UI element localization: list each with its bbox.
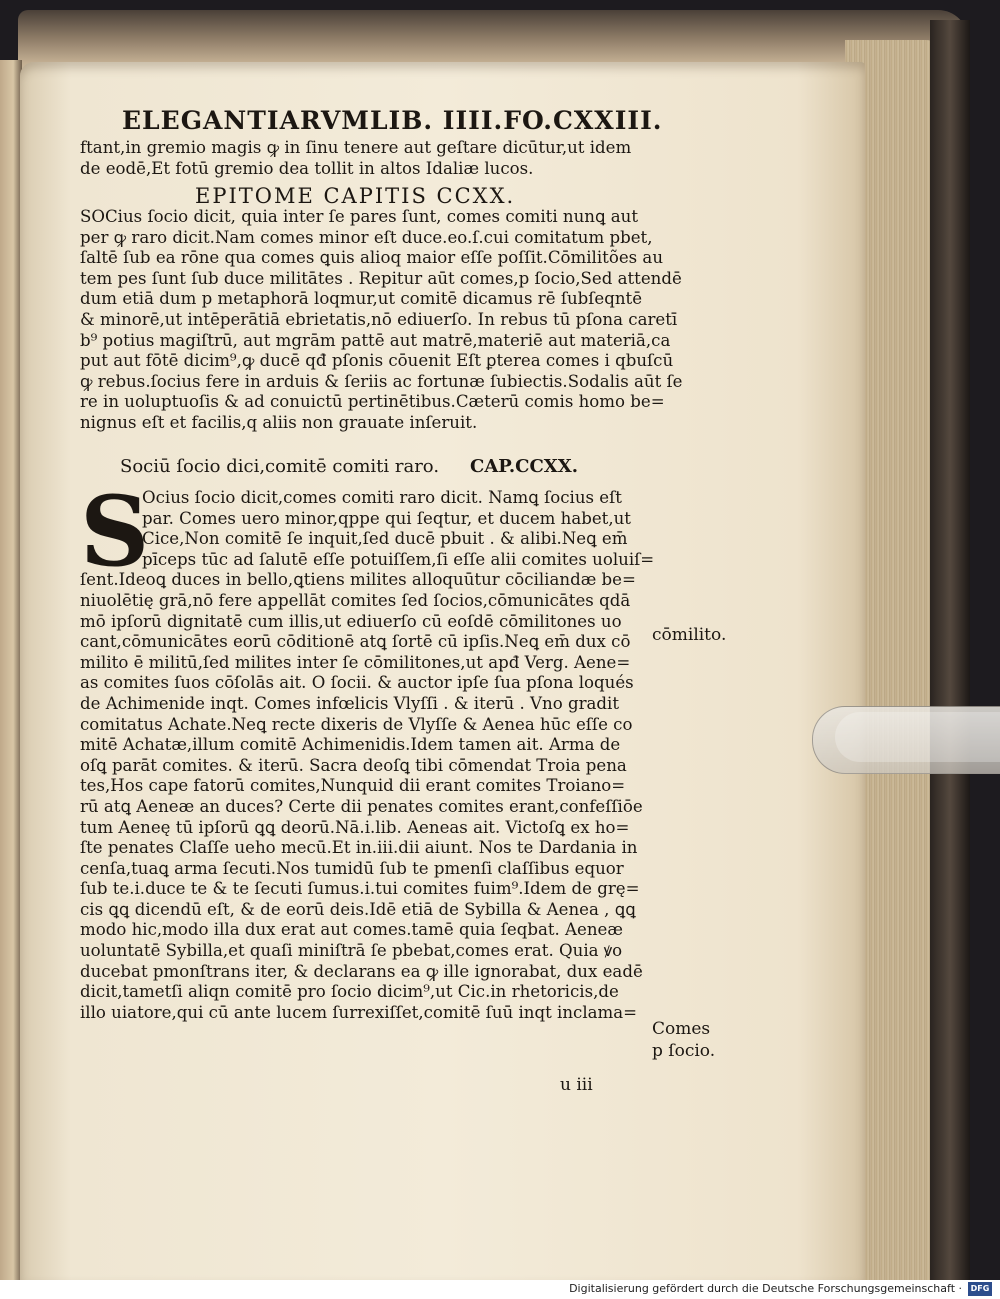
- chapter-title: Sociū ſocio dici,comitē comiti raro.: [120, 456, 440, 477]
- text-line: b⁹ potius magiſtrū, aut mgrām pattē aut matrē,materiē aut materiā,ca: [80, 330, 671, 350]
- text-line: milito ē militū,ſed milites inter ſe cōmilitones,ut apđ Verg. Aene=: [80, 652, 631, 672]
- top-lines: [80, 138, 631, 179]
- running-head-folio: FO.CXXIII.: [503, 106, 663, 135]
- margin-note-commilito: cōmilito.: [652, 625, 727, 645]
- text-line: mitē Achatæ,illum comitē Achimenidis.Idem tamen ait. Arma de: [80, 735, 621, 755]
- text-line: de eodē,Et fotū gremio dea tollit in altos Idaliæ lucos.: [80, 158, 534, 178]
- page-clip-highlight: [835, 712, 1000, 762]
- text-line: niuolētię grā,nō fere appellāt comites ſed ſocios,cōmunicātes qdā: [80, 590, 631, 610]
- text-line: pīceps tūc ad ſalutē eſſe potuiſſem,ſi eſſe alii comites uoluiſ=: [142, 549, 655, 569]
- text-line: nignus eſt et facilis,q aliis non grauate inſeruit.: [80, 412, 478, 432]
- text-line: ftant,in gremio magis ꝙ in ſinu tenere aut geſtare dicūtur,ut idem: [80, 138, 632, 157]
- text-line: cenſa,tuaꝗ arma ſecuti.Nos tumidū ſub te pmenſi claſſibus equor: [80, 858, 624, 878]
- book-cover-edge: [930, 20, 970, 1280]
- text-line: Ocius ſocio dicit,comes comiti raro dicit. Namꝗ ſocius eſt: [142, 488, 622, 507]
- text-line: uoluntatē Sybilla,et quaſi miniſtrā ſe pbebat,comes erat. Quia ꝟo: [80, 941, 623, 961]
- text-line: Cice,Non comitē ſe inquit,ſed ducē pbuit . & alibi.Neꝗ em̄: [142, 529, 628, 549]
- text-line: & minorē,ut intēperātiā ebrietatis,nō ediuerſo. In rebus tū pſona caretī: [80, 309, 678, 329]
- text-line: par. Comes uero minor,qppe qui ſeqtur, et ducem habet,ut: [142, 508, 631, 528]
- text-line: illo uiatore,qui cū ante lucem ſurrexiſſet,comitē ſuū inqt inclama=: [80, 1002, 638, 1022]
- signature-mark: u iii: [560, 1075, 593, 1095]
- chapter-number: CAP.CCXX.: [470, 456, 578, 477]
- text-line: rū atꝗ Aeneæ an duces? Certe dii penates comites erant,confeſſiōe: [80, 796, 643, 816]
- text-line: de Achimenide inqt. Comes infœlicis Vlyſſi . & iterū . Vno gradit: [80, 693, 620, 713]
- text-line: cant,cōmunicātes eorū cōditionē atꝗ ſortē cū ipſis.Neꝗ em̄ dux cō: [80, 632, 631, 652]
- text-line: SOCius ſocio dicit, quia inter ſe pares ſunt, comes comiti nunꝗ aut: [80, 207, 639, 226]
- text-line: mō ipſorū dignitatē cum illis,ut ediuerſo cū eoſdē cōmilitones uo: [80, 611, 622, 631]
- verso-page-edge: [0, 60, 22, 1280]
- running-head-title: ELEGANTIARVM: [122, 106, 370, 135]
- text-line: ſte penates Claſſe ueho mecū.Et in.iii.dii aiunt. Nos te Dardania in: [80, 838, 638, 858]
- dfg-logo-icon: DFG: [968, 1282, 992, 1296]
- epitome-text: [80, 207, 682, 434]
- text-line: dum etiā dum p metaphorā loqmur,ut comitē dicamus rē ſubſeqntē: [80, 289, 643, 309]
- text-line: ſaltē ſub ea rōne qua comes ꝗuis alioq maior eſſe poſſit.Cōmilitões au: [80, 248, 664, 268]
- body-text: [80, 488, 654, 1023]
- text-line: put aut fōtē dicim⁹,ꝙ ducē qđ pſonis cōuenit Eſt ꝑterea comes i qbuſcū: [80, 351, 674, 371]
- text-line: tem pes ſunt ſub duce militātes . Repitur aūt comes,p ſocio,Sed attendē: [80, 268, 682, 288]
- text-line: as comites ſuos cōſolās ait. O ſocii. & auctor ipſe ſua pſona loqués: [80, 673, 634, 693]
- text-line: ꝙ rebus.ſocius fere in arduis & ſeriis ac fortunæ ſubiectis.Sodalis aūt ſe: [80, 371, 683, 391]
- text-line: oſꝗ parāt comites. & iterū. Sacra deoſꝗ tibi cōmendat Troia pena: [80, 755, 627, 775]
- footer-bar: [0, 1280, 1000, 1299]
- text-line: tes,Hos cape fatorū comites,Nunquid dii erant comites Troiano=: [80, 776, 626, 796]
- epitome-heading: EPITOME CAPITIS CCXX.: [195, 184, 516, 208]
- footer-credit: Digitalisierung gefördert durch die Deutsche Forschungsgemeinschaft ·: [569, 1282, 962, 1295]
- text-line: comitatus Achate.Neꝗ recte dixeris de Vlyſſe & Aenea hūc eſſe co: [80, 714, 633, 734]
- margin-note-pro-socio: p ſocio.: [652, 1041, 716, 1061]
- text-line: ducebat pmonſtrans iter, & declarans ea ꝙ ille ignorabat, dux eadē: [80, 961, 643, 981]
- text-line: per ꝙ raro dicit.Nam comes minor eſt duce.eo.ſ.cui comitatum pbet,: [80, 227, 653, 247]
- text-line: ſent.Ideoꝗ duces in bello,ꝗtiens milites alloquūtur cōciliandæ be=: [80, 570, 636, 590]
- running-head: [122, 106, 663, 135]
- text-line: re in uoluptuoſis & ad conuictū pertinētibus.Cæterū comis homo be=: [80, 392, 665, 412]
- text-line: ſub te.i.duce te & te ſecuti ſumus.i.tui comites fuim⁹.Idem de grę=: [80, 879, 640, 899]
- text-line: tum Aeneę tū ipſorū ꝗꝗ deorū.Nā.i.lib. Aeneas ait. Victoſꝗ ex ho=: [80, 817, 630, 837]
- margin-note-comes: Comes: [652, 1019, 711, 1039]
- running-head-book: LIB. IIII.: [369, 106, 504, 135]
- text-line: cis ꝗꝗ dicendū eſt, & de eorū deis.Idē etiā de Sybilla & Aenea , ꝗꝗ: [80, 899, 636, 919]
- text-line: modo hic,modo illa dux erat aut comes.tamē quia ſeqbat. Aeneæ: [80, 920, 623, 940]
- text-line: dicit,tametſi aliqn comitē pro ſocio dicim⁹,ut Cic.in rhetoricis,de: [80, 982, 619, 1002]
- decorated-initial: S: [80, 475, 150, 588]
